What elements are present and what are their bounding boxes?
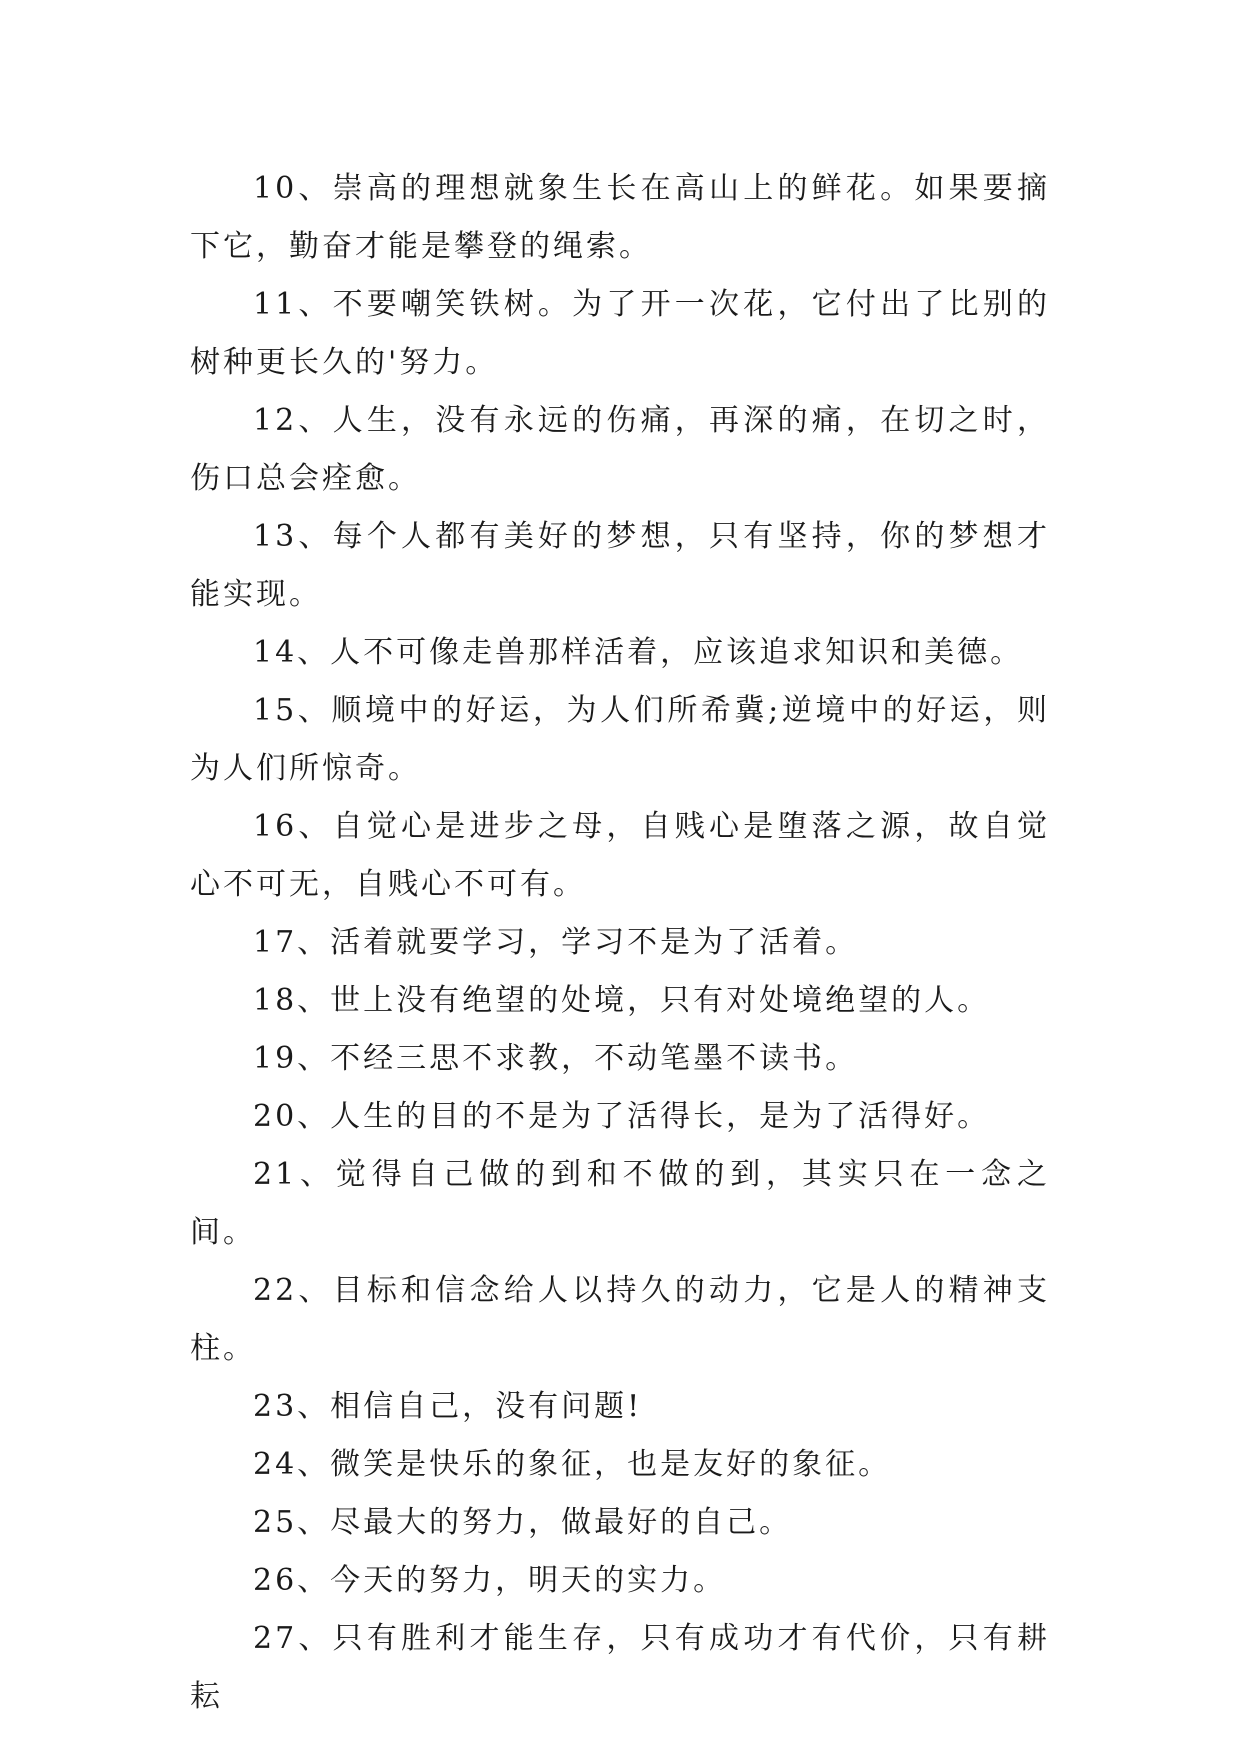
- paragraph-10: 10、崇高的理想就象生长在高山上的鲜花。如果要摘下它，勤奋才能是攀登的绳索。: [190, 171, 1050, 264]
- paragraph-16: 16、自觉心是进步之母，自贱心是堕落之源，故自觉心不可无，自贱心不可有。: [190, 809, 1050, 902]
- paragraph-15: 15、顺境中的好运，为人们所希冀;逆境中的好运，则为人们所惊奇。: [190, 693, 1050, 786]
- paragraph-19: 19、不经三思不求教，不动笔墨不读书。: [253, 1041, 859, 1076]
- paragraph-24: 24、微笑是快乐的象征，也是友好的象征。: [253, 1447, 892, 1482]
- paragraph-17: 17、活着就要学习，学习不是为了活着。: [253, 925, 859, 960]
- paragraph-20: 20、人生的目的不是为了活得长，是为了活得好。: [253, 1099, 991, 1134]
- paragraph-21: 21、觉得自己做的到和不做的到，其实只在一念之间。: [190, 1157, 1050, 1250]
- paragraph-13: 13、每个人都有美好的梦想，只有坚持，你的梦想才能实现。: [190, 519, 1050, 612]
- paragraph-26: 26、今天的努力，明天的实力。: [253, 1563, 727, 1598]
- paragraph-14: 14、人不可像走兽那样活着，应该追求知识和美德。: [253, 635, 1024, 670]
- paragraph-22: 22、目标和信念给人以持久的动力，它是人的精神支柱。: [190, 1273, 1050, 1366]
- paragraph-11: 11、不要嘲笑铁树。为了开一次花，它付出了比别的树种更长久的'努力。: [190, 287, 1050, 380]
- paragraph-18: 18、世上没有绝望的处境，只有对处境绝望的人。: [253, 983, 991, 1018]
- paragraph-23: 23、相信自己，没有问题!: [253, 1389, 643, 1424]
- paragraph-27: 27、只有胜利才能生存，只有成功才有代价，只有耕耘: [190, 1621, 1050, 1714]
- paragraph-25: 25、尽最大的努力，做最好的自己。: [253, 1505, 793, 1540]
- document-body: [190, 160, 1050, 1726]
- paragraph-12: 12、人生，没有永远的伤痛，再深的痛，在切之时，伤口总会痊愈。: [190, 403, 1050, 496]
